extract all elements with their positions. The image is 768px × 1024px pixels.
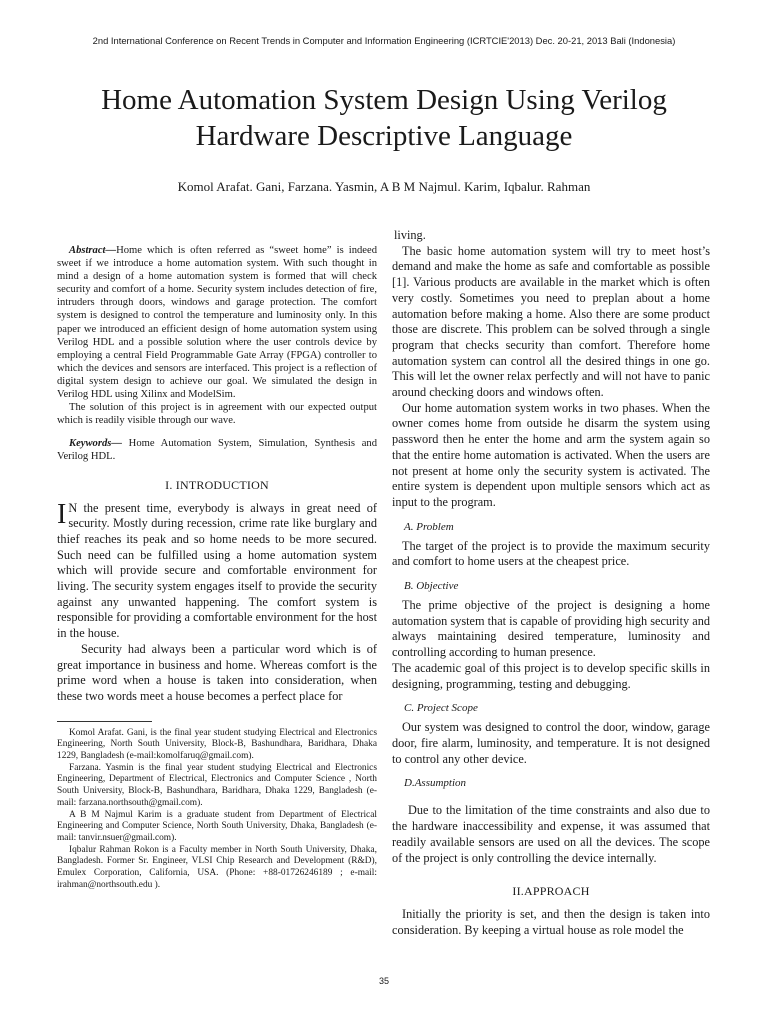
title-line-1: Home Automation System Design Using Verilog — [101, 84, 667, 116]
intro-paragraph-1 — [57, 498, 377, 642]
assumption-heading: D.Assumption — [404, 777, 467, 790]
footnote-2: Farzana. Yasmin is the final year student studying Electrical and Electronics Engineering, Department of Electrical, Electronics and Computer Science , North South University, Block-B, Bashundhara, Baridhara, Dhaka 1229, Bangladesh (e-mail: farzana.northsouth@gmail.com). — [57, 762, 377, 808]
abstract — [57, 244, 377, 401]
introduction-heading: I. INTRODUCTION — [165, 477, 269, 492]
abstract-label: Abstract— — [69, 245, 117, 256]
body-paragraph-2: Our home automation system works in two phases. When the owner comes home from outside he disarm the system using password then he enter the home and arm the system again so that the entire home automation is activated. When the users are not present at home only the security system is activated. The entire system is dependent upon multiple sensors which act as input to the program. — [392, 400, 710, 509]
scope-heading: C. Project Scope — [404, 702, 478, 715]
title-line-2: Hardware Descriptive Language — [195, 120, 573, 152]
problem-text: The target of the project is to provide the maximum security and comfort to home users at the cheapest price. — [392, 538, 710, 569]
objective-text: The prime objective of the project is designing a home automation system that is capable of providing high security and always maintaining desired temperature, luminosity and controlling according to human presence. — [392, 598, 710, 660]
approach-heading: II.APPROACH — [512, 884, 590, 899]
paper-title — [40, 82, 728, 154]
intro-paragraph-1-text: N the present time, everybody is always in great need of security. Mostly during recession, crime rate like burglary and thief reaches its peak and so home needs to be more secured. Such need can be fulfilled using a home automation system which will provide secure and comfortable environment for living. The security system engages itself to provide the security against any unwanted happening. The comfort system is responsible for providing a comfortable environment for the host in the house. — [57, 500, 377, 641]
approach-text: Initially the priority is set, and then the design is taken into consideration. By keeping a virtual house as role model the — [392, 907, 710, 937]
author-list: Komol Arafat. Gani, Farzana. Yasmin, A B M Najmul. Karim, Iqbalur. Rahman — [177, 179, 591, 194]
footnote-rule — [57, 721, 152, 722]
drop-cap: I — [57, 498, 67, 530]
assumption-text: Due to the limitation of the time constraints and also due to the hardware inaccessibility and expense, it was assumed that readily available sensors are used on all the devices. The scope of the project is only controlling the device internally. — [392, 803, 710, 865]
body-paragraph-1: The basic home automation system will try to meet host’s demand and make the home as safe and comfortable as possible [1]. Various products are available in the market which is often very costly. Sometimes you need to preplan about a home automation before making a home. Also there are some product those are discrete. This problem can be solved through a single program that checks security than comfort. Therefore home automation system can control all the desired things in one go. This will let the owner relax perfectly and will not have to panic around checking doors and windows often. — [392, 243, 710, 400]
conference-header: 2nd International Conference on Recent Trends in Computer and Information Engineering (ICRTCIE'2013) Dec. 20-21, 2013 Bali (Indonesia) — [92, 35, 676, 46]
footnote-1: Komol Arafat. Gani, is the final year student studying Electrical and Electronics Engineering, North South University, Block-B, Bashundhara, Baridhara, Dhaka 1229, Bangladesh (e-mail:komolfaruq@gmail.com). — [57, 727, 377, 762]
scope-text: Our system was designed to control the door, window, garage door, fire alarm, luminosity, and temperature. It is not designed to control any other device. — [392, 720, 710, 766]
intro-paragraph-2: Security had always been a particular word which is of great importance in business and home. Whereas comfort is the prime word when a house is taken into consideration, when these two words meet a house becomes a perfect place for — [57, 641, 377, 703]
continued-text: living. — [394, 228, 426, 242]
keywords-text: Home Automation System, Simulation, Synthesis and Verilog HDL. — [57, 438, 377, 463]
left-column — [57, 228, 377, 891]
footnote-4: Iqbalur Rahman Rokon is a Faculty member in North South University, Dhaka, Bangladesh. Former Sr. Engineer, VLSI Chip Research and Development (R&D), Emulex Corporation, California, USA. (Phone: +88-01726246189 ; e-mail: irahman@northsouth.edu ). — [57, 844, 377, 890]
objective-heading: B. Objective — [404, 580, 459, 593]
problem-heading: A. Problem — [404, 520, 454, 533]
keywords — [57, 437, 377, 463]
keywords-label: Keywords— — [69, 438, 122, 450]
objective-text-2: The academic goal of this project is to develop specific skills in designing, programming, testing and debugging. — [392, 660, 710, 691]
page-number: 35 — [378, 976, 389, 986]
right-column — [392, 228, 710, 939]
abstract-text-2: The solution of this project is in agreement with our expected output which is readily visible through our wave. — [57, 402, 377, 427]
abstract-text: Home which is often referred as “sweet home” is indeed sweet if we introduce a home automation system. With such thought in mind a design of a home automation system is formed that will check security and comfort of a home. Security system includes detection of fire, intruders through doors, windows and garage protection. The comfort system is designed to control the temperature and luminosity only. In this paper we introduced an efficient design of home automation system using Verilog HDL and a possible solution where the user controls device by employing a central Field Programmable Gate Array (FPGA) controller to which the devices and sensors are interfaced. This project is a reflection of digital system design to achieve our goal. We simulated the design in Verilog HDL using Xilinx and ModelSim. — [57, 245, 377, 401]
footnote-3: A B M Najmul Karim is a graduate student from Department of Electrical Engineering and Computer Science, North South University, Dhaka, Bangladesh (e-mail: tanvir.nsuer@gmail.com). — [57, 809, 377, 843]
